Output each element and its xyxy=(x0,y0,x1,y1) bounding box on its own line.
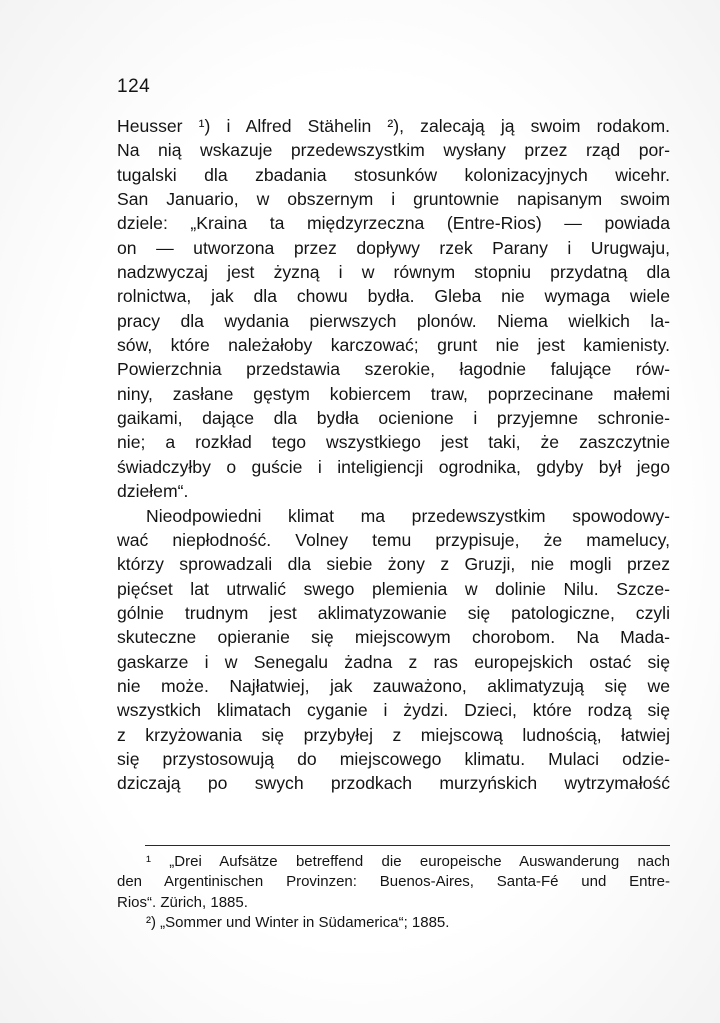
text-line: sów, które należałoby karczować; grunt nie jest kamienisty. xyxy=(117,335,670,356)
text-line: dziele: „Kraina ta międzyrzeczna (Entre-Rios) — powiada xyxy=(117,213,670,234)
text-line: którzy sprowadzali dla siebie żony z Gruzji, nie mogli przez xyxy=(117,554,670,575)
footnote-line: den Argentinischen Provinzen: Buenos-Aires, Santa-Fé und Entre- xyxy=(117,873,670,891)
text-line: nie; a rozkład tego wszystkiego jest taki, że zaszczytnie xyxy=(117,432,670,453)
text-line: dziczają po swych przodkach murzyńskich wytrzymałość xyxy=(117,773,670,794)
text-line: nie może. Najłatwiej, jak zauważono, aklimatyzują się we xyxy=(117,675,670,696)
text-line: wać niepłodność. Volney temu przypisuje, że mamelucy, xyxy=(117,529,670,550)
text-line: Na nią wskazuje przedewszystkim wysłany przez rząd por- xyxy=(117,140,670,161)
text-line: się przystosowują do miejscowego klimatu. Mulaci odzie- xyxy=(117,748,670,769)
footnote-line: ²) „Sommer und Winter in Südamerica“; 1885. xyxy=(146,913,450,931)
text-line: pracy dla wydania pierwszych plonów. Niema wielkich la- xyxy=(117,310,670,331)
text-line: San Januario, w obszernym i gruntownie napisanym swoim xyxy=(117,189,670,210)
footnote-line: Rios“. Zürich, 1885. xyxy=(117,893,248,911)
page-number: 124 xyxy=(117,76,151,97)
text-line: skuteczne opieranie się miejscowym chorobom. Na Mada- xyxy=(117,627,670,648)
text-line: dziełem“. xyxy=(117,481,189,502)
footnote-divider xyxy=(145,845,670,846)
text-line: on — utworzona przez dopływy rzek Parany i Urugwaju, xyxy=(117,237,670,258)
text-line: niny, zasłane gęstym kobiercem traw, poprzecinane małemi xyxy=(117,383,670,404)
text-line: wszystkich klimatach cyganie i żydzi. Dzieci, które rodzą się xyxy=(117,700,670,721)
footnote-line: ¹ „Drei Aufsätze betreffend die europeische Auswanderung nach xyxy=(146,853,670,870)
text-line: gaikami, dające dla bydła ocienione i przyjemne schronie- xyxy=(117,408,670,429)
body-text xyxy=(117,114,670,796)
text-line: nadzwyczaj jest żyzną i w równym stopniu przydatną dla xyxy=(117,262,670,283)
text-line: Nieodpowiedni klimat ma przedewszystkim spowodowy- xyxy=(146,505,670,526)
text-line: świadczyłby o guście i inteligiencji ogrodnika, gdyby był jego xyxy=(117,456,670,477)
text-line: gaskarze i w Senegalu żadna z ras europejskich ostać się xyxy=(117,651,670,672)
text-line: rolnictwa, jak dla chowu bydła. Gleba nie wymaga wiele xyxy=(117,286,670,307)
text-line: tugalski dla zbadania stosunków kolonizacyjnych wicehr. xyxy=(117,164,670,185)
text-line: pięćset lat utrwalić swego plemienia w dolinie Nilu. Szcze- xyxy=(117,578,670,599)
text-line: gólnie trudnym jest aklimatyzowanie się patologiczne, czyli xyxy=(117,602,670,623)
footnotes xyxy=(117,852,670,933)
text-line: z krzyżowania się przybyłej z miejscową ludnością, łatwiej xyxy=(117,724,670,745)
text-line: Heusser ¹) i Alfred Stähelin ²), zalecają ją swoim rodakom. xyxy=(117,116,670,136)
text-line: Powierzchnia przedstawia szerokie, łagodnie falujące rów- xyxy=(117,359,670,380)
